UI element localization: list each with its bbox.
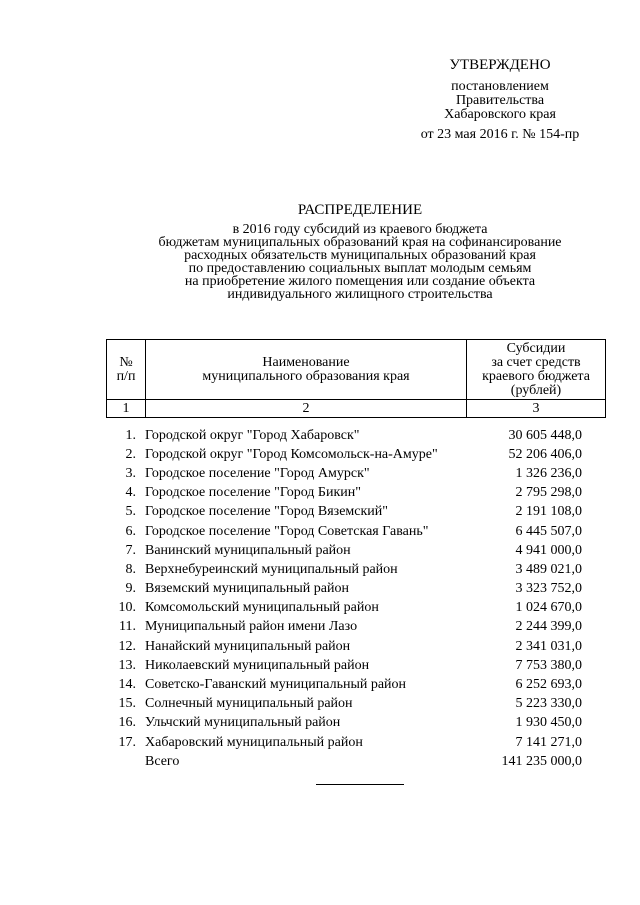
- row-num: 17.: [118, 734, 136, 750]
- total-row: [106, 752, 606, 771]
- row-name: Муниципальный район имени Лазо: [145, 619, 358, 635]
- col-number: 2: [146, 400, 467, 418]
- table-row: [106, 522, 606, 541]
- row-num: 15.: [118, 696, 136, 712]
- table-row: [106, 695, 606, 714]
- row-num: 13.: [118, 657, 136, 673]
- row-value: 1 326 236,0: [515, 465, 582, 481]
- subsidy-table: [106, 426, 606, 771]
- row-value: 52 206 406,0: [508, 446, 582, 462]
- table-row: [106, 733, 606, 752]
- row-name: Солнечный муниципальный район: [145, 696, 353, 712]
- table-row: [106, 675, 606, 694]
- row-num: 5.: [125, 504, 136, 520]
- row-value: 5 223 330,0: [515, 696, 582, 712]
- table-row: [106, 618, 606, 637]
- row-value: 2 795 298,0: [515, 485, 582, 501]
- table-row: [106, 560, 606, 579]
- header-num: № п/п: [107, 340, 146, 400]
- row-value: 4 941 000,0: [515, 542, 582, 558]
- col-number: 3: [467, 400, 606, 418]
- row-name: Николаевский муниципальный район: [145, 657, 370, 673]
- row-value: 7 753 380,0: [515, 657, 582, 673]
- header-sum: Субсидии за счет средств краевого бюджета (рублей): [467, 340, 606, 400]
- row-name: Верхнебуреинский муниципальный район: [145, 561, 398, 577]
- approval-line: Правительства: [455, 93, 545, 108]
- table-row: [106, 484, 606, 503]
- row-num: 16.: [118, 715, 136, 731]
- row-value: 2 244 399,0: [515, 619, 582, 635]
- row-num: 2.: [125, 446, 136, 462]
- table-row: [106, 426, 606, 445]
- total-label: Всего: [145, 753, 180, 769]
- row-name: Городское поселение "Город Бикин": [145, 485, 361, 501]
- approval-date: от 23 мая 2016 г. № 154-пр: [420, 127, 580, 142]
- row-name: Городское поселение "Город Вяземский": [145, 504, 389, 520]
- table-row: [106, 464, 606, 483]
- title-line: в 2016 году субсидий из краевого бюджета: [232, 222, 488, 237]
- table-row: [106, 714, 606, 733]
- total-value: 141 235 000,0: [501, 753, 582, 769]
- row-name: Городской округ "Город Комсомольск-на-Амуре": [145, 446, 438, 462]
- row-num: 7.: [125, 542, 136, 558]
- row-num: 6.: [125, 523, 136, 539]
- table-row: [106, 541, 606, 560]
- row-num: 4.: [125, 485, 136, 501]
- row-num: 8.: [125, 561, 136, 577]
- row-name: Вяземский муниципальный район: [145, 581, 349, 597]
- row-name: Городской округ "Город Хабаровск": [145, 427, 360, 443]
- table-row: [106, 656, 606, 675]
- row-value: 30 605 448,0: [508, 427, 582, 443]
- row-name: Городское поселение "Город Советская Гавань": [145, 523, 429, 539]
- closing-rule: [316, 784, 404, 785]
- table-row: [106, 637, 606, 656]
- header-name: Наименование муниципального образования края: [146, 340, 467, 400]
- row-name: Городское поселение "Город Амурск": [145, 465, 370, 481]
- row-name: Советско-Гаванский муниципальный район: [145, 677, 407, 693]
- table-row: [106, 580, 606, 599]
- table-row: [106, 599, 606, 618]
- approval-block: [400, 58, 600, 142]
- title-heading: РАСПРЕДЕЛЕНИЕ: [297, 202, 423, 218]
- row-num: 3.: [125, 465, 136, 481]
- title-line: бюджетам муниципальных образований края на софинансирование: [158, 235, 562, 250]
- row-name: Комсомольский муниципальный район: [145, 600, 379, 616]
- row-name: Хабаровский муниципальный район: [145, 734, 363, 750]
- table-row: [106, 503, 606, 522]
- row-num: 11.: [119, 619, 136, 635]
- table-row: [106, 445, 606, 464]
- row-value: 1 024 670,0: [515, 600, 582, 616]
- row-num: 12.: [118, 638, 136, 654]
- document-title: [90, 204, 630, 301]
- title-line: по предоставлению социальных выплат молодым семьям: [188, 261, 532, 276]
- row-value: 3 489 021,0: [515, 561, 582, 577]
- row-value: 3 323 752,0: [515, 581, 582, 597]
- row-value: 6 252 693,0: [515, 677, 582, 693]
- row-value: 2 341 031,0: [515, 638, 582, 654]
- row-name: Нанайский муниципальный район: [145, 638, 351, 654]
- row-num: 10.: [118, 600, 136, 616]
- row-num: 1.: [125, 427, 136, 443]
- col-number: 1: [107, 400, 146, 418]
- approval-line: Хабаровского края: [444, 107, 556, 122]
- approval-heading: УТВЕРЖДЕНО: [449, 57, 551, 73]
- row-value: 1 930 450,0: [515, 715, 582, 731]
- approval-line: постановлением: [451, 79, 549, 94]
- title-line: индивидуального жилищного строительства: [227, 287, 493, 302]
- row-name: Ульчский муниципальный район: [145, 715, 341, 731]
- row-value: 7 141 271,0: [515, 734, 582, 750]
- title-line: на приобретение жилого помещения или создание объекта: [184, 274, 536, 289]
- row-num: 14.: [118, 677, 136, 693]
- title-line: расходных обязательств муниципальных образований края: [184, 248, 536, 263]
- row-num: 9.: [125, 581, 136, 597]
- row-value: 2 191 108,0: [515, 504, 582, 520]
- row-value: 6 445 507,0: [515, 523, 582, 539]
- row-name: Ванинский муниципальный район: [145, 542, 351, 558]
- table-header: [106, 339, 606, 418]
